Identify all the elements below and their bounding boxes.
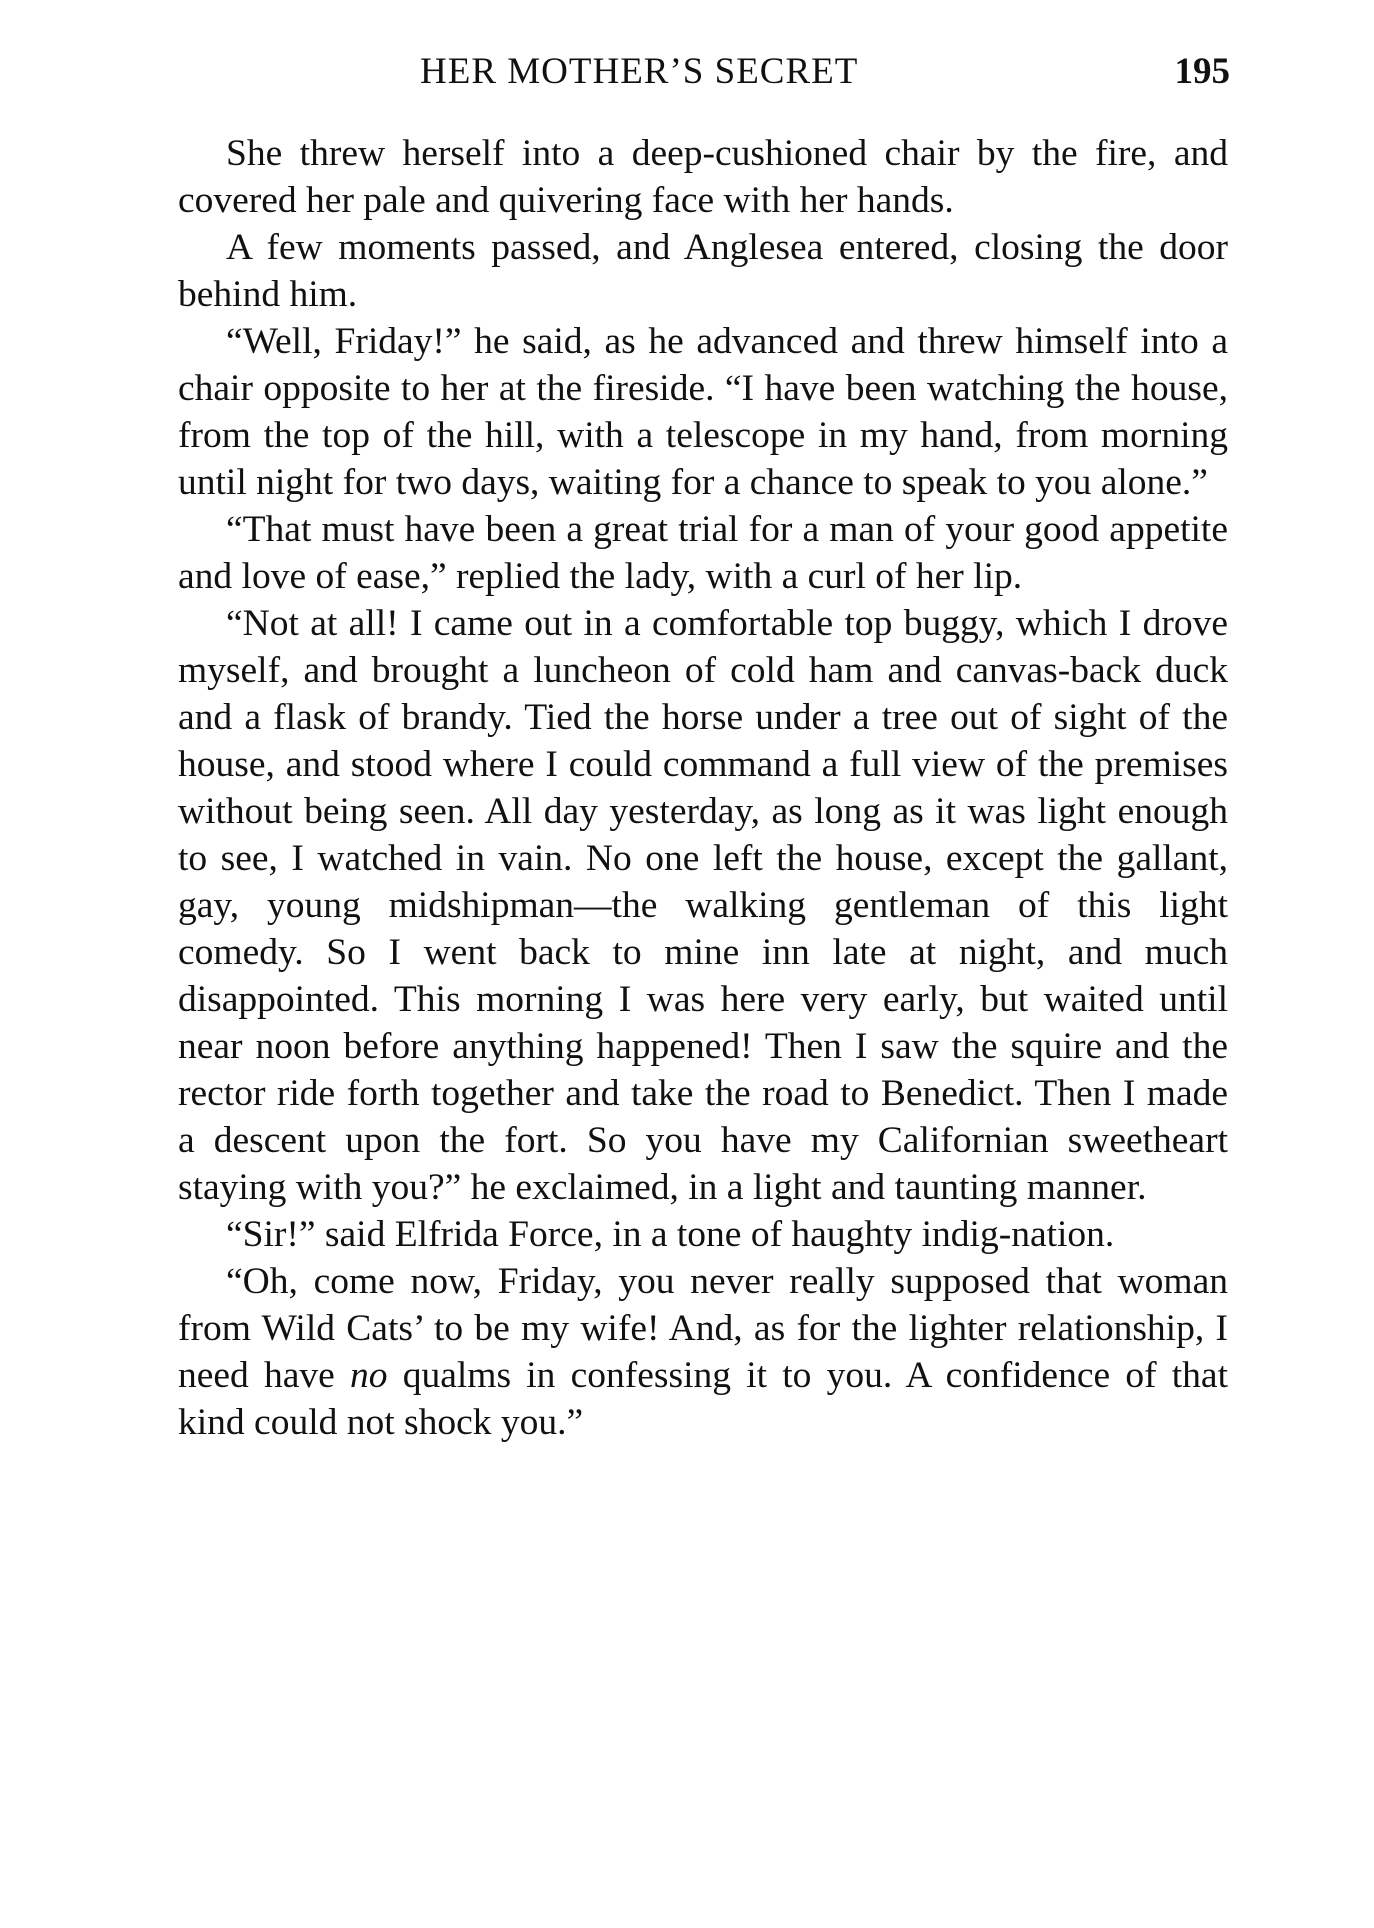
paragraph: “Not at all! I came out in a comfortable top buggy, which I drove myself, and brought a luncheon of cold ham and canvas-back duck and a flask of brandy. Tied the horse under a tree out of sight of the house, and stood where I could command a full view of the premises without being seen. All day yesterday, as long as it was light enough to see, I watched in vain. No one left the house, except the gallant, gay, young midshipman—the walking gentleman of this light comedy. So I went back to mine inn late at night, and much disappointed. This morning I was here very early, but waited until near noon before anything happened! Then I saw the squire and the rector ride forth together and take the road to Benedict. Then I made a descent upon the fort. So you have my Californian sweetheart staying with you?” he exclaimed, in a light and taunting manner. <box>178 603 1228 1208</box>
paragraph: “Oh, come now, Friday, you never really supposed that woman from Wild Cats’ to be my wife! And, as for the lighter relationship, I need have no qualms in confessing it to you. A confidence of that kind could not shock you.” <box>178 1261 1228 1443</box>
paragraph: “Well, Friday!” he said, as he advanced and threw himself into a chair opposite to her at the fireside. “I have been watching the house, from the top of the hill, with a telescope in my hand, from morning until night for two days, waiting for a chance to speak to you alone.” <box>178 321 1228 503</box>
running-header <box>180 42 1230 102</box>
running-title: HER MOTHER’S SECRET <box>420 51 859 92</box>
paragraph: “Sir!” said Elfrida Force, in a tone of haughty indig-nation. <box>226 1214 1115 1255</box>
paragraph: A few moments passed, and Anglesea entered, closing the door behind him. <box>178 227 1228 315</box>
paragraph: She threw herself into a deep-cushioned chair by the fire, and covered her pale and quivering face with her hands. <box>178 133 1228 221</box>
emphasized-word: no <box>350 1355 388 1396</box>
paragraph: “That must have been a great trial for a man of your good appetite and love of ease,” replied the lady, with a curl of her lip. <box>178 509 1228 597</box>
body-text <box>178 130 1228 1446</box>
page-number: 195 <box>1174 51 1230 92</box>
